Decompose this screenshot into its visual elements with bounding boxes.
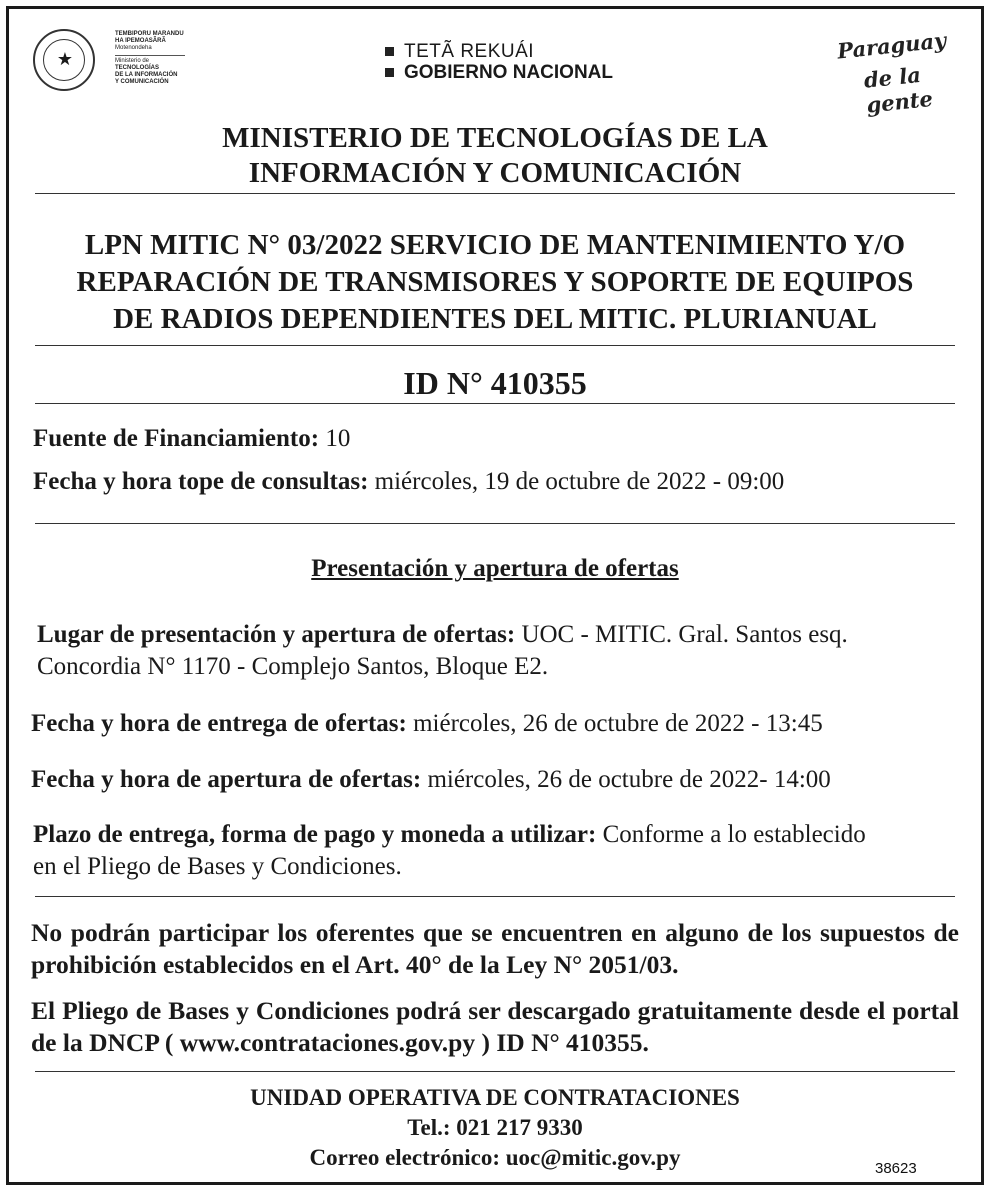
funding-line: Fuente de Financiamiento: 10 bbox=[33, 425, 351, 452]
square-bullet-icon bbox=[385, 47, 394, 56]
divider bbox=[35, 345, 955, 346]
offer-place: Lugar de presentación y apertura de ofertas: UOC - MITIC. Gral. Santos esq. Concordia N° 1170 - Complejo Santos, Bloque E2. bbox=[37, 621, 848, 680]
brand-logo: Paraguay de la gente bbox=[835, 27, 948, 118]
divider bbox=[35, 403, 955, 404]
tender-id: ID N° 410355 bbox=[403, 365, 587, 401]
delivery-line: Fecha y hora de entrega de ofertas: miércoles, 26 de octubre de 2022 - 13:45 bbox=[31, 710, 823, 737]
government-logo: TETÃ REKUÁI GOBIERNO NACIONAL bbox=[385, 41, 613, 83]
ministry-title: MINISTERIO DE TECNOLOGÍAS DE LA INFORMACIÓN Y COMUNICACIÓN bbox=[222, 122, 768, 189]
ad-code: 38623 bbox=[875, 1160, 917, 1177]
opening-line: Fecha y hora de apertura de ofertas: miércoles, 26 de octubre de 2022- 14:00 bbox=[31, 766, 831, 793]
offers-heading: Presentación y apertura de ofertas bbox=[311, 555, 679, 582]
notice-frame bbox=[6, 6, 984, 1185]
footer-contact: UNIDAD OPERATIVA DE CONTRATACIONES Tel.: 021 217 9330 Correo electrónico: uoc@mitic.gov.py bbox=[250, 1085, 740, 1170]
divider bbox=[35, 193, 955, 194]
terms-paragraph: Plazo de entrega, forma de pago y moneda a utilizar: Conforme a lo establecido en el Pliego de Bases y Condiciones. bbox=[33, 821, 866, 880]
national-seal-icon: ★ bbox=[33, 29, 95, 91]
square-bullet-icon bbox=[385, 68, 394, 77]
download-notice: El Pliego de Bases y Condiciones podrá ser descargado gratuitamente desde el portal de la DNCP ( www.contrataciones.gov.py ) ID N° 410355. bbox=[31, 996, 959, 1057]
divider bbox=[35, 1071, 955, 1072]
divider bbox=[35, 523, 955, 524]
query-deadline-line: Fecha y hora tope de consultas: miércoles, 19 de octubre de 2022 - 09:00 bbox=[33, 468, 785, 495]
mitic-logo-text: TEMBIPORU MARANDU HA IPEMOASÃRÃ Motenondeha Ministerio de TECNOLOGÍAS DE LA INFORMACIÓN Y COMUNICACIÓN bbox=[115, 31, 184, 85]
divider bbox=[35, 896, 955, 897]
tender-title: LPN MITIC N° 03/2022 SERVICIO DE MANTENIMIENTO Y/O REPARACIÓN DE TRANSMISORES Y SOPORTE DE EQUIPOS DE RADIOS DEPENDIENTES DEL MITIC. PLURIANUAL bbox=[76, 229, 914, 335]
prohibition-notice: No podrán participar los oferentes que se encuentren en alguno de los supuestos de prohibición establecidos en el Art. 40° de la Ley N° 2051/03. bbox=[31, 918, 959, 979]
